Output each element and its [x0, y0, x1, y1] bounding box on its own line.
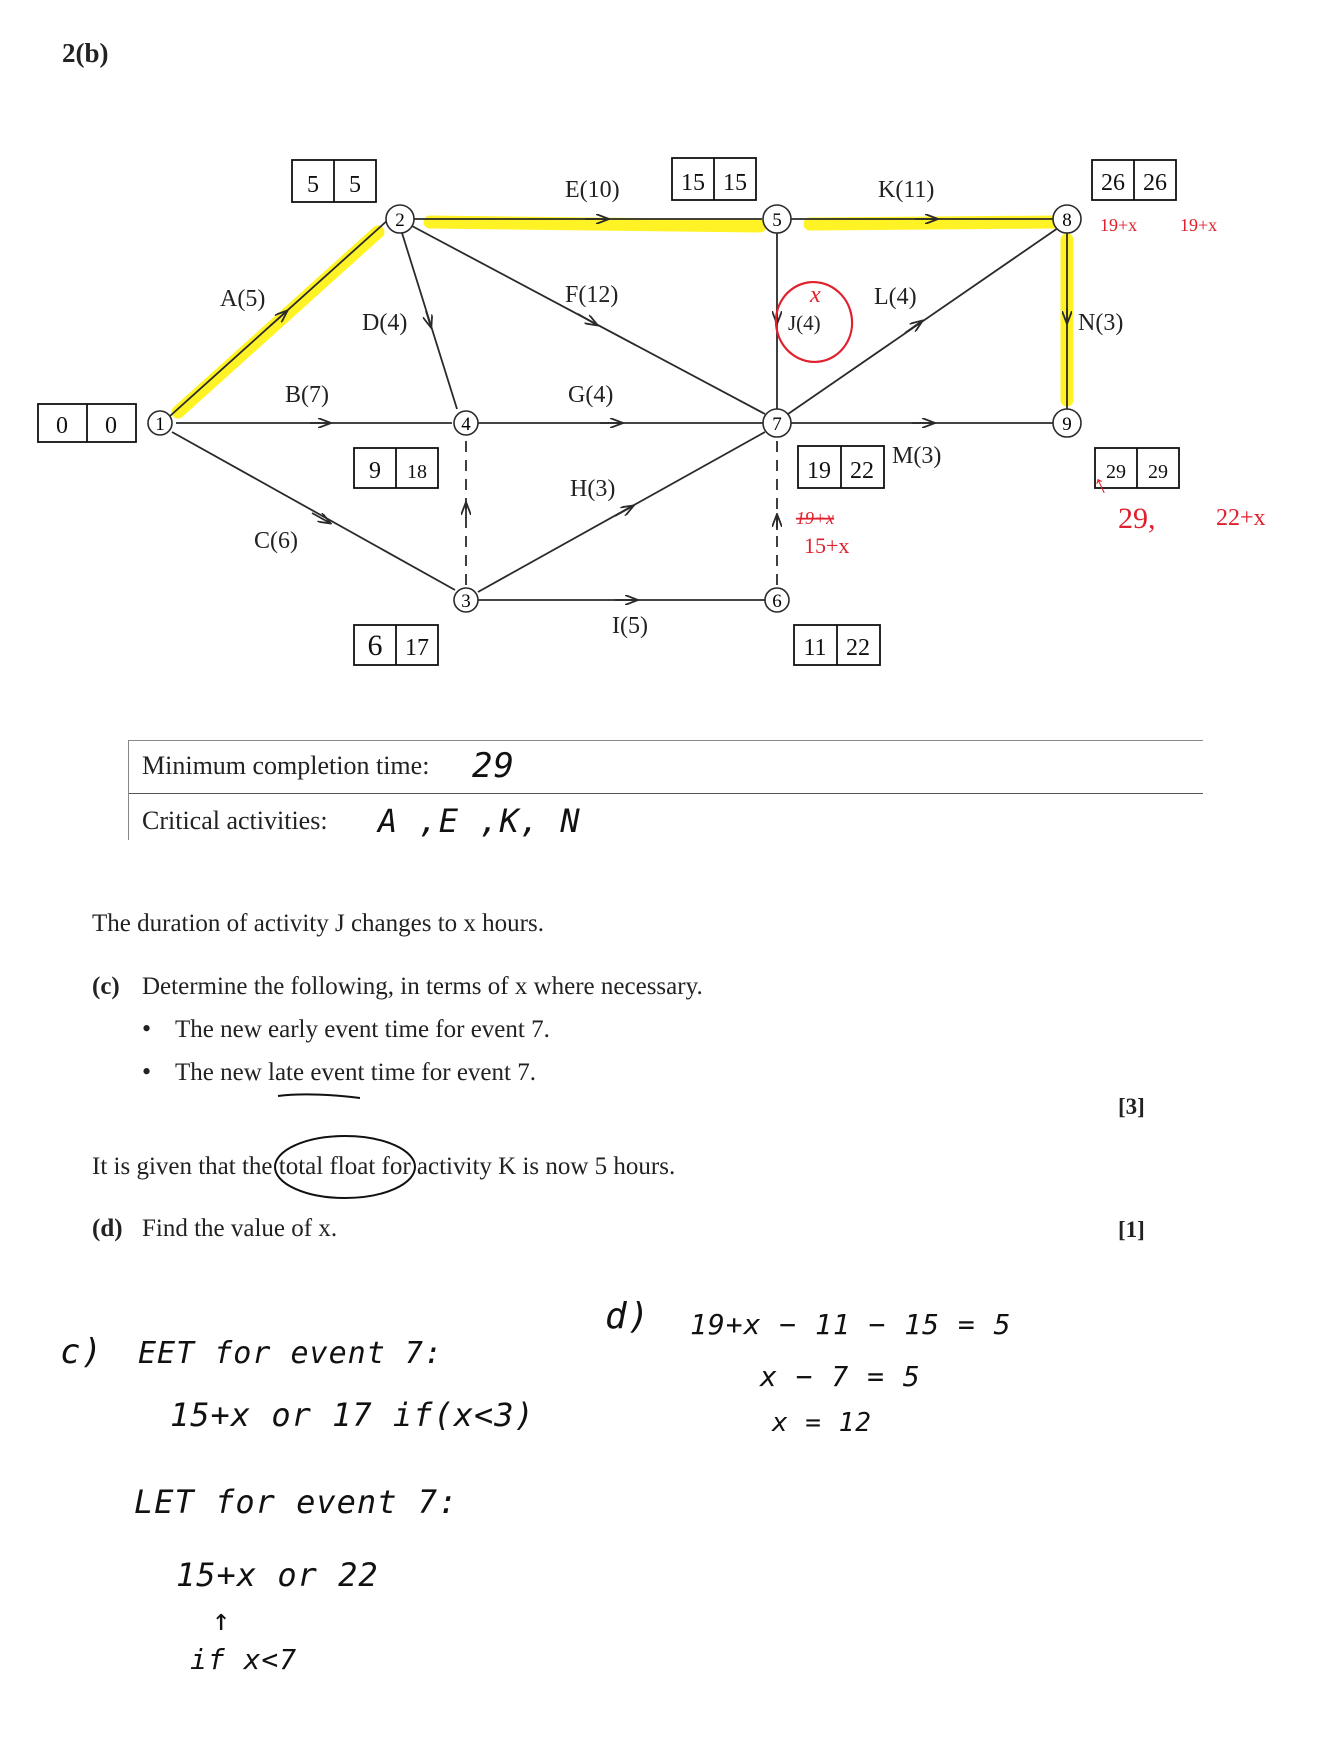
working-c-line2: 15+x or 17 if(x<3) — [170, 1396, 535, 1434]
label-i: I(5) — [612, 613, 648, 639]
label-d: D(4) — [362, 310, 408, 336]
edge-c — [172, 432, 455, 590]
svg-text:9: 9 — [1062, 414, 1072, 435]
svg-text:22: 22 — [846, 635, 870, 661]
working-d-line2: x − 7 = 5 — [760, 1360, 921, 1393]
part-c-marks: [3] — [1118, 1094, 1145, 1119]
svg-text:5: 5 — [772, 210, 782, 231]
svg-text:26: 26 — [1101, 170, 1125, 196]
label-e: E(10) — [565, 177, 620, 203]
label-a: A(5) — [220, 286, 266, 312]
part-d-label: (d) — [92, 1215, 123, 1242]
event-box-values — [56, 170, 1168, 662]
activity-network-diagram — [0, 0, 1334, 700]
label-f: F(12) — [565, 282, 619, 308]
svg-text:0: 0 — [56, 413, 68, 439]
pen-markings — [0, 1080, 500, 1220]
node-7 — [763, 409, 791, 437]
label-g: G(4) — [568, 382, 614, 408]
svg-text:18: 18 — [407, 461, 427, 483]
svg-text:29: 29 — [1106, 461, 1126, 483]
svg-text:15: 15 — [723, 170, 747, 196]
svg-text:x: x — [810, 282, 821, 308]
node-8 — [1053, 205, 1081, 233]
part-d-text: Find the value of x. — [142, 1215, 338, 1242]
label-c: C(6) — [254, 528, 298, 554]
label-b: B(7) — [285, 382, 329, 408]
question-intro: The duration of activity J changes to x hours. — [92, 910, 544, 937]
svg-text:26: 26 — [1143, 170, 1167, 196]
working-c-line1: EET for event 7: — [138, 1336, 443, 1371]
svg-text:22: 22 — [850, 458, 874, 484]
network-edges — [170, 219, 1067, 600]
critical-activities-value: A ,E ,K, N — [378, 802, 581, 840]
bullet-1-text: The new early event time for event 7. — [175, 1016, 550, 1043]
node-3 — [454, 588, 478, 612]
working-c-line5: if x<7 — [190, 1643, 298, 1676]
svg-text:11: 11 — [803, 635, 827, 661]
svg-text:29,: 29, — [1118, 502, 1156, 535]
working-c-arrow: ↑ — [212, 1603, 232, 1638]
label-n: N(3) — [1078, 310, 1124, 336]
working-c-label: c) — [60, 1332, 103, 1372]
node-5 — [763, 205, 791, 233]
bullet-dot-2: • — [142, 1057, 152, 1086]
given-statement: It is given that the total float for activity K is now 5 hours. — [92, 1153, 676, 1180]
answer-table — [128, 740, 1203, 840]
svg-text:19+x: 19+x — [796, 508, 835, 528]
svg-text:15: 15 — [681, 170, 705, 196]
section-label: 2(b) — [62, 38, 109, 68]
node-1 — [148, 411, 172, 435]
svg-text:0: 0 — [105, 413, 117, 439]
working-c-line4: 15+x or 22 — [176, 1556, 379, 1594]
edge-l — [788, 228, 1058, 414]
node-2 — [386, 205, 414, 233]
label-k: K(11) — [878, 177, 935, 203]
min-completion-value: 29 — [472, 746, 515, 786]
svg-text:19: 19 — [807, 458, 831, 484]
working-d-label: d) — [605, 1296, 651, 1337]
label-j: J(4) — [788, 311, 821, 335]
min-completion-label: Minimum completion time: — [142, 751, 430, 780]
svg-text:6: 6 — [772, 591, 782, 612]
part-c-label: (c) — [92, 973, 120, 1000]
working-d-line3: x = 12 — [772, 1408, 872, 1438]
svg-text:3: 3 — [461, 591, 471, 612]
svg-text:22+x: 22+x — [1216, 505, 1266, 531]
event-boxes — [38, 158, 1179, 665]
svg-text:7: 7 — [772, 414, 782, 435]
label-h: H(3) — [570, 476, 616, 502]
svg-text:17: 17 — [405, 635, 429, 661]
edge-arrows — [270, 219, 1067, 600]
svg-text:15+x: 15+x — [804, 533, 850, 558]
svg-text:6: 6 — [367, 629, 383, 662]
bullet-2-text: The new late event time for event 7. — [175, 1059, 536, 1086]
working-c-line3: LET for event 7: — [134, 1483, 459, 1521]
node-6 — [765, 588, 789, 612]
svg-text:2: 2 — [395, 210, 405, 231]
svg-text:5: 5 — [307, 172, 319, 198]
bullet-dot-1: • — [142, 1014, 152, 1043]
part-c-text: Determine the following, in terms of x where necessary. — [142, 973, 703, 1000]
svg-text:8: 8 — [1062, 210, 1072, 231]
svg-text:19+x: 19+x — [1100, 215, 1138, 235]
svg-text:29: 29 — [1148, 461, 1168, 483]
svg-text:9: 9 — [369, 458, 381, 484]
part-d-marks: [1] — [1118, 1217, 1145, 1242]
node-4 — [454, 411, 478, 435]
svg-text:1: 1 — [155, 414, 165, 435]
red-annotations — [770, 215, 1266, 558]
working-d-line1: 19+x − 11 − 15 = 5 — [690, 1308, 1012, 1341]
label-m: M(3) — [892, 443, 942, 469]
critical-activities-label: Critical activities: — [142, 806, 328, 835]
svg-text:4: 4 — [461, 414, 471, 435]
svg-text:5: 5 — [349, 172, 361, 198]
node-9 — [1053, 409, 1081, 437]
svg-text:19+x: 19+x — [1180, 215, 1218, 235]
label-l: L(4) — [874, 284, 917, 310]
svg-text:↑: ↑ — [1088, 468, 1113, 501]
